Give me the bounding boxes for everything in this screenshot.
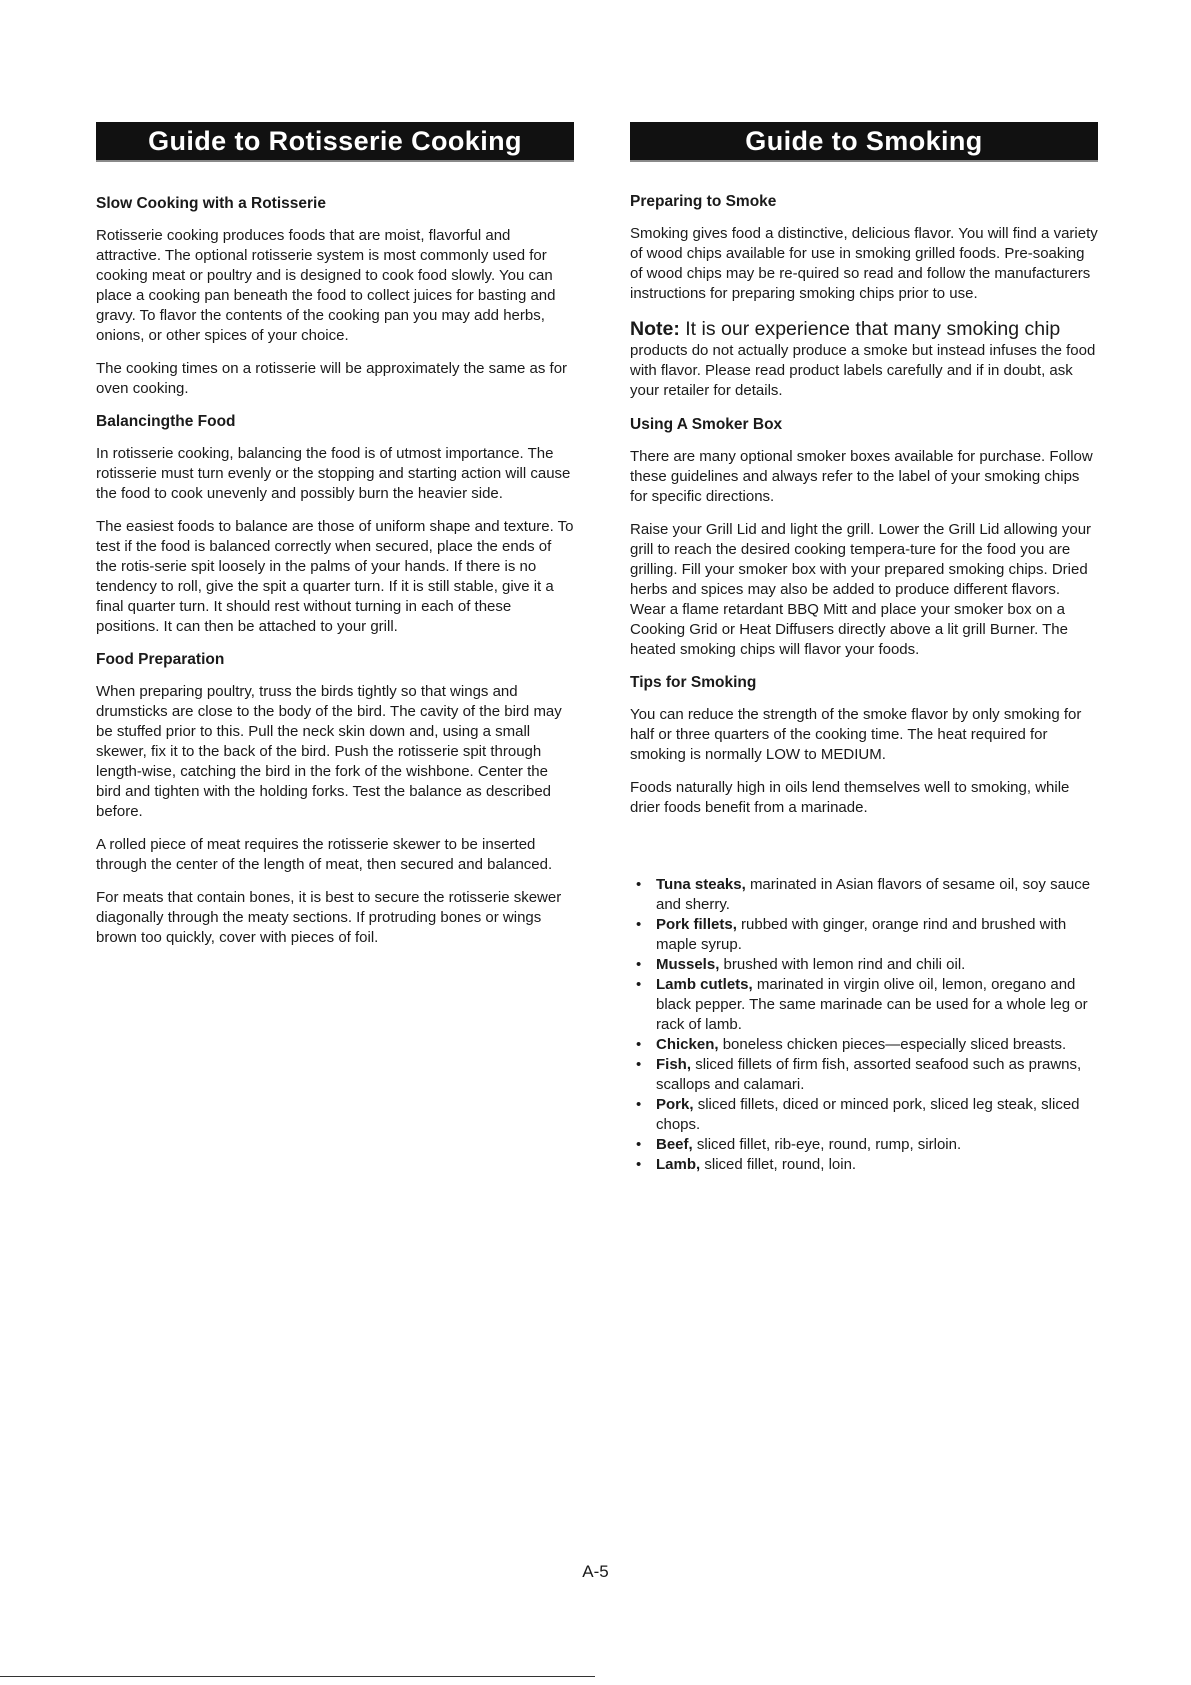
food-name: Pork fillets, — [656, 916, 737, 933]
note-lead-line — [630, 317, 1098, 341]
food-name: Mussels, — [656, 956, 720, 973]
tips-heading: Tips for Smoking — [630, 674, 757, 691]
food-name: Tuna steaks, — [656, 876, 746, 893]
food-prep-paragraph-1: When preparing poultry, truss the birds tightly so that wings and drumsticks are close to the body of the bird. The cavity of the bird may be stuffed prior to this. Pull the neck skin down and, using a small skewer, fix it to the back of the bird. Push the rotisserie spit through length-wise, catching the bird in the fork of the wishbone. Center the bird and tighten with the holding forks. Test the balance as described before. — [96, 683, 562, 820]
smoking-column — [630, 122, 1098, 1175]
list-item — [630, 1035, 1098, 1055]
food-name: Chicken, — [656, 1036, 719, 1053]
bullet-icon: • — [636, 1056, 642, 1073]
smoker-box-heading: Using A Smoker Box — [630, 416, 783, 433]
list-item — [630, 915, 1098, 955]
spacer — [630, 831, 1098, 875]
page-number: A-5 — [582, 1562, 609, 1581]
smoking-banner: Guide to Smoking — [630, 122, 1098, 162]
food-prep-paragraph-2: A rolled piece of meat requires the rotisserie skewer to be inserted through the center of the length of meat, then secured and balanced. — [96, 836, 553, 873]
food-description: marinated in virgin olive oil, lemon, oregano and black pepper. The same marinade can be used for a whole leg or rack of lamb. — [656, 976, 1088, 1033]
preparing-paragraph: Smoking gives food a distinctive, delicious flavor. You will find a variety of wood chips available for use in smoking grilled foods. Pre-soaking of wood chips may be re-quired so read and follow the manufacturers instructions for preparing smoking chips prior to use. — [630, 225, 1098, 302]
note-lead-text: It is our experience that many smoking chip — [685, 318, 1061, 340]
smoker-box-paragraph-2: Raise your Grill Lid and light the grill. Lower the Grill Lid allowing your grill to reach the desired cooking tempera-ture for the food you are grilling. Fill your smoker box with your prepared smoking chips. Dried herbs and spices may also be added to produce different flavors. Wear a flame retardant BBQ Mitt and place your smoker box on a Cooking Grid or Heat Diffusers directly above a lit grill Burner. The heated smoking chips will flavor your foods. — [630, 521, 1092, 658]
bottom-divider — [0, 1676, 595, 1677]
food-description: rubbed with ginger, orange rind and brushed with maple syrup. — [656, 916, 1067, 953]
bullet-icon: • — [636, 916, 642, 933]
bullet-icon: • — [636, 1036, 642, 1053]
smoker-box-paragraph-1: There are many optional smoker boxes available for purchase. Follow these guidelines and always refer to the label of your smoking chips for specific directions. — [630, 448, 1093, 505]
preparing-heading: Preparing to Smoke — [630, 193, 777, 210]
bullet-icon: • — [636, 1136, 642, 1153]
rotisserie-column — [96, 122, 574, 961]
food-description: boneless chicken pieces—especially sliced breasts. — [722, 1036, 1067, 1053]
food-description: sliced fillet, round, loin. — [704, 1156, 857, 1173]
balancing-paragraph-1: In rotisserie cooking, balancing the food is of utmost importance. The rotisserie must turn evenly or the stopping and starting action will cause the food to cook unevenly and possibly burn the heavier side. — [96, 445, 571, 502]
food-prep-heading: Food Preparation — [96, 651, 225, 668]
list-item — [630, 1155, 1098, 1175]
food-name: Beef, — [656, 1136, 693, 1153]
bullet-icon: • — [636, 976, 642, 993]
list-item — [630, 875, 1098, 915]
food-name: Lamb, — [656, 1156, 701, 1173]
food-description: brushed with lemon rind and chili oil. — [723, 956, 966, 973]
list-item — [630, 975, 1098, 1035]
list-item — [630, 1135, 1098, 1155]
list-item — [630, 1095, 1098, 1135]
slow-cooking-paragraph-1: Rotisserie cooking produces foods that are moist, flavorful and attractive. The optional rotisserie system is most commonly used for cooking meat or poultry and is designed to cook food slowly. You can place a cooking pan beneath the food to collect juices for basting and gravy. To flavor the contents of the cooking pan you may add herbs, onions, or other spices of your choice. — [96, 227, 556, 344]
food-description: marinated in Asian flavors of sesame oil, soy sauce and sherry. — [656, 876, 1091, 913]
food-name: Lamb cutlets, — [656, 976, 753, 993]
bullet-icon: • — [636, 1156, 642, 1173]
bullet-icon: • — [636, 1096, 642, 1113]
slow-cooking-paragraph-2: The cooking times on a rotisserie will be approximately the same as for oven cooking. — [96, 360, 568, 397]
note-block — [630, 317, 1098, 401]
tips-paragraph-2: Foods naturally high in oils lend themselves well to smoking, while drier foods benefit from a marinade. — [630, 779, 1070, 816]
food-name: Pork, — [656, 1096, 694, 1113]
food-description: sliced fillets, diced or minced pork, sliced leg steak, sliced chops. — [656, 1096, 1080, 1133]
bullet-icon: • — [636, 956, 642, 973]
tips-paragraph-1: You can reduce the strength of the smoke flavor by only smoking for half or three quarters of the cooking time. The heat required for smoking is normally LOW to MEDIUM. — [630, 706, 1082, 763]
rotisserie-banner: Guide to Rotisserie Cooking — [96, 122, 574, 162]
food-prep-paragraph-3: For meats that contain bones, it is best to secure the rotisserie skewer diagonally through the meaty sections. If protruding bones or wings brown too quickly, cover with pieces of foil. — [96, 889, 562, 946]
smoking-foods-list — [630, 875, 1098, 1175]
note-label: Note: — [630, 318, 680, 340]
food-name: Fish, — [656, 1056, 692, 1073]
note-body: products do not actually produce a smoke but instead infuses the food with flavor. Please read product labels carefully and if in doubt, ask your retailer for details. — [630, 342, 1096, 399]
list-item — [630, 955, 1098, 975]
bullet-icon: • — [636, 876, 642, 893]
balancing-paragraph-2: The easiest foods to balance are those of uniform shape and texture. To test if the food is balanced correctly when secured, place the ends of the rotis-serie spit loosely in the palms of your hands. If there is no tendency to roll, give the spit a quarter turn. If it is still stable, give it a final quarter turn. It should rest without turning in each of these positions. It can then be attached to your grill. — [96, 518, 574, 635]
balancing-heading: Balancingthe Food — [96, 413, 236, 430]
slow-cooking-heading: Slow Cooking with a Rotisserie — [96, 195, 326, 212]
list-item — [630, 1055, 1098, 1095]
food-description: sliced fillet, rib-eye, round, rump, sirloin. — [696, 1136, 962, 1153]
food-description: sliced fillets of firm fish, assorted seafood such as prawns, scallops and calamari. — [656, 1056, 1082, 1093]
